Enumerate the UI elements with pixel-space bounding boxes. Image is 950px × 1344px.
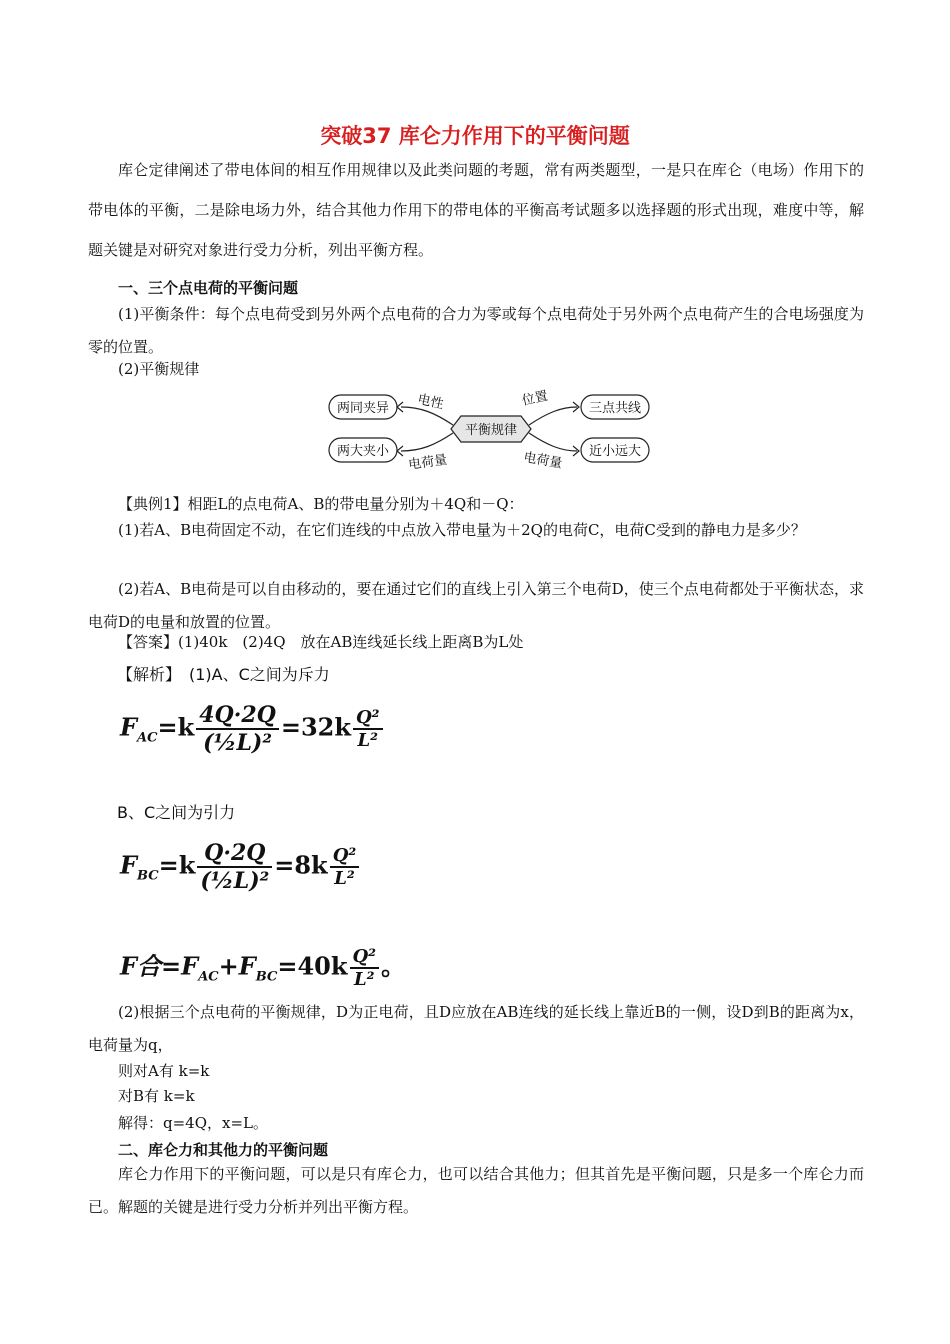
f-ac-l2: L² (357, 730, 379, 751)
arrow-dianheliang-left (401, 433, 453, 451)
node-right-top-label: 三点共线 (588, 401, 642, 416)
f-bc-q2: Q² (330, 845, 360, 868)
arrow-weizhi (529, 407, 577, 425)
label-dianxing: 电性 (416, 392, 445, 413)
f-ac-result: =32k (280, 712, 351, 742)
total-q2: Q² (350, 946, 380, 969)
f-ac-subscript: AC (137, 730, 158, 746)
example-question-2: (2)若A、B电荷是可以自由移动的，要在通过它们的直线上引入第三个电荷D，使三个点电荷都处于平衡状态，求电荷D的电量和放置的位置。 (88, 580, 864, 631)
page-title: 突破37 库仑力作用下的平衡问题 (320, 124, 630, 148)
arrow-dianheliang-right (529, 433, 577, 451)
label-dianheliang-right: 电荷量 (522, 450, 564, 472)
equation-a: 则对A有 k=k (118, 1062, 210, 1080)
total-l2: L² (354, 969, 375, 990)
example-answer: 【答案】(1)40k (2)4Q 放在AB连线延长线上距离B为L处 (118, 633, 524, 651)
example-stem: 【典例1】相距L的点电荷A、B的带电量分别为＋4Q和－Q： (118, 495, 524, 513)
total-lhs: F合=F (120, 951, 199, 981)
f-bc-denominator: (½L)² (200, 868, 270, 894)
f-ac-numerator: 4Q·2Q (196, 702, 279, 730)
section2-heading: 二、库仑力和其他力的平衡问题 (118, 1141, 329, 1159)
node-right-bottom-label: 近小远大 (588, 444, 642, 459)
solution-part2: (2)根据三个点电荷的平衡规律，D为正电荷，且D应放在AB连线的延长线上靠近B的一侧，设D到B的距离为x，电荷量为q， (88, 1003, 864, 1054)
label-weizhi: 位置 (520, 388, 550, 409)
balance-rule-diagram (325, 385, 655, 477)
solution-heading: 【解析】 (1)A、C之间为斥力 (117, 665, 330, 684)
node-left-bottom-label: 两大夹小 (336, 444, 390, 459)
intro-paragraph: 库仑定律阐述了带电体间的相互作用规律以及此类问题的考题，常有两类题型，一是只在库仑（电场）作用下的带电体的平衡，二是除电场力外，结合其他力作用下的带电体的平衡高考试题多以选择题的形式出现，难度中等，解题关键是对研究对象进行受力分析，列出平衡方程。 (88, 161, 864, 259)
section1-heading: 一、三个点电荷的平衡问题 (118, 279, 299, 297)
f-ac-symbol: F (120, 712, 138, 742)
total-ac-subscript: AC (198, 969, 219, 985)
solution-bc-text: B、C之间为引力 (117, 803, 236, 822)
equation-b: 对B有 k=k (118, 1087, 195, 1105)
formula-total: F合$=F_{AC}+F_{BC}=40k$ $\frac{\text{Q²}}{\text{L²}}$ 。 (120, 946, 406, 990)
total-plus: +F (218, 951, 256, 981)
f-ac-q2: Q² (353, 707, 383, 730)
label-dianheliang-left: 电荷量 (407, 452, 449, 473)
f-bc-l2: L² (334, 868, 355, 889)
f-bc-symbol: F (120, 850, 138, 880)
section2-body: 库仑力作用下的平衡问题，可以是只有库仑力，也可以结合其他力；但其首先是平衡问题，只是多一个库仑力而已。解题的关键是进行受力分析并列出平衡方程。 (88, 1165, 864, 1216)
f-bc-subscript: BC (137, 868, 159, 884)
formula-f-bc: $F_{BC}=k$ $\frac{Q\cdot 2Q}{\text{(½L)²}}$ =8k $\frac{\text{Q²}}{\text{L²}}$ (120, 840, 361, 894)
f-bc-numerator: Q·2Q (197, 840, 272, 868)
node-center-label: 平衡规律 (464, 423, 518, 438)
f-ac-denominator: (½L)² (203, 730, 272, 756)
arrow-dianxing (401, 407, 453, 425)
node-left-top-label: 两同夹异 (336, 401, 390, 416)
balance-condition: (1)平衡条件：每个点电荷受到另外两个点电荷的合力为零或每个点电荷处于另外两个点电荷产生的合电场强度为零的位置。 (88, 305, 864, 356)
total-result: =40k (277, 951, 348, 981)
example-question-1: (1)若A、B电荷固定不动，在它们连线的中点放入带电量为＋2Q的电荷C，电荷C受到的静电力是多少？ (118, 521, 806, 539)
balance-rule-label: (2)平衡规律 (118, 360, 200, 378)
solution-result: 解得：q=4Q，x=L。 (118, 1114, 269, 1132)
f-bc-result: =8k (274, 850, 328, 880)
total-bc-subscript: BC (255, 969, 278, 985)
formula-f-ac: $F_{AC}=k$ $\frac{4Q\cdot 2Q}{\text{(½L)²}}$ =32k $\frac{\text{Q²}}{\text{L²}}$ (120, 702, 385, 756)
